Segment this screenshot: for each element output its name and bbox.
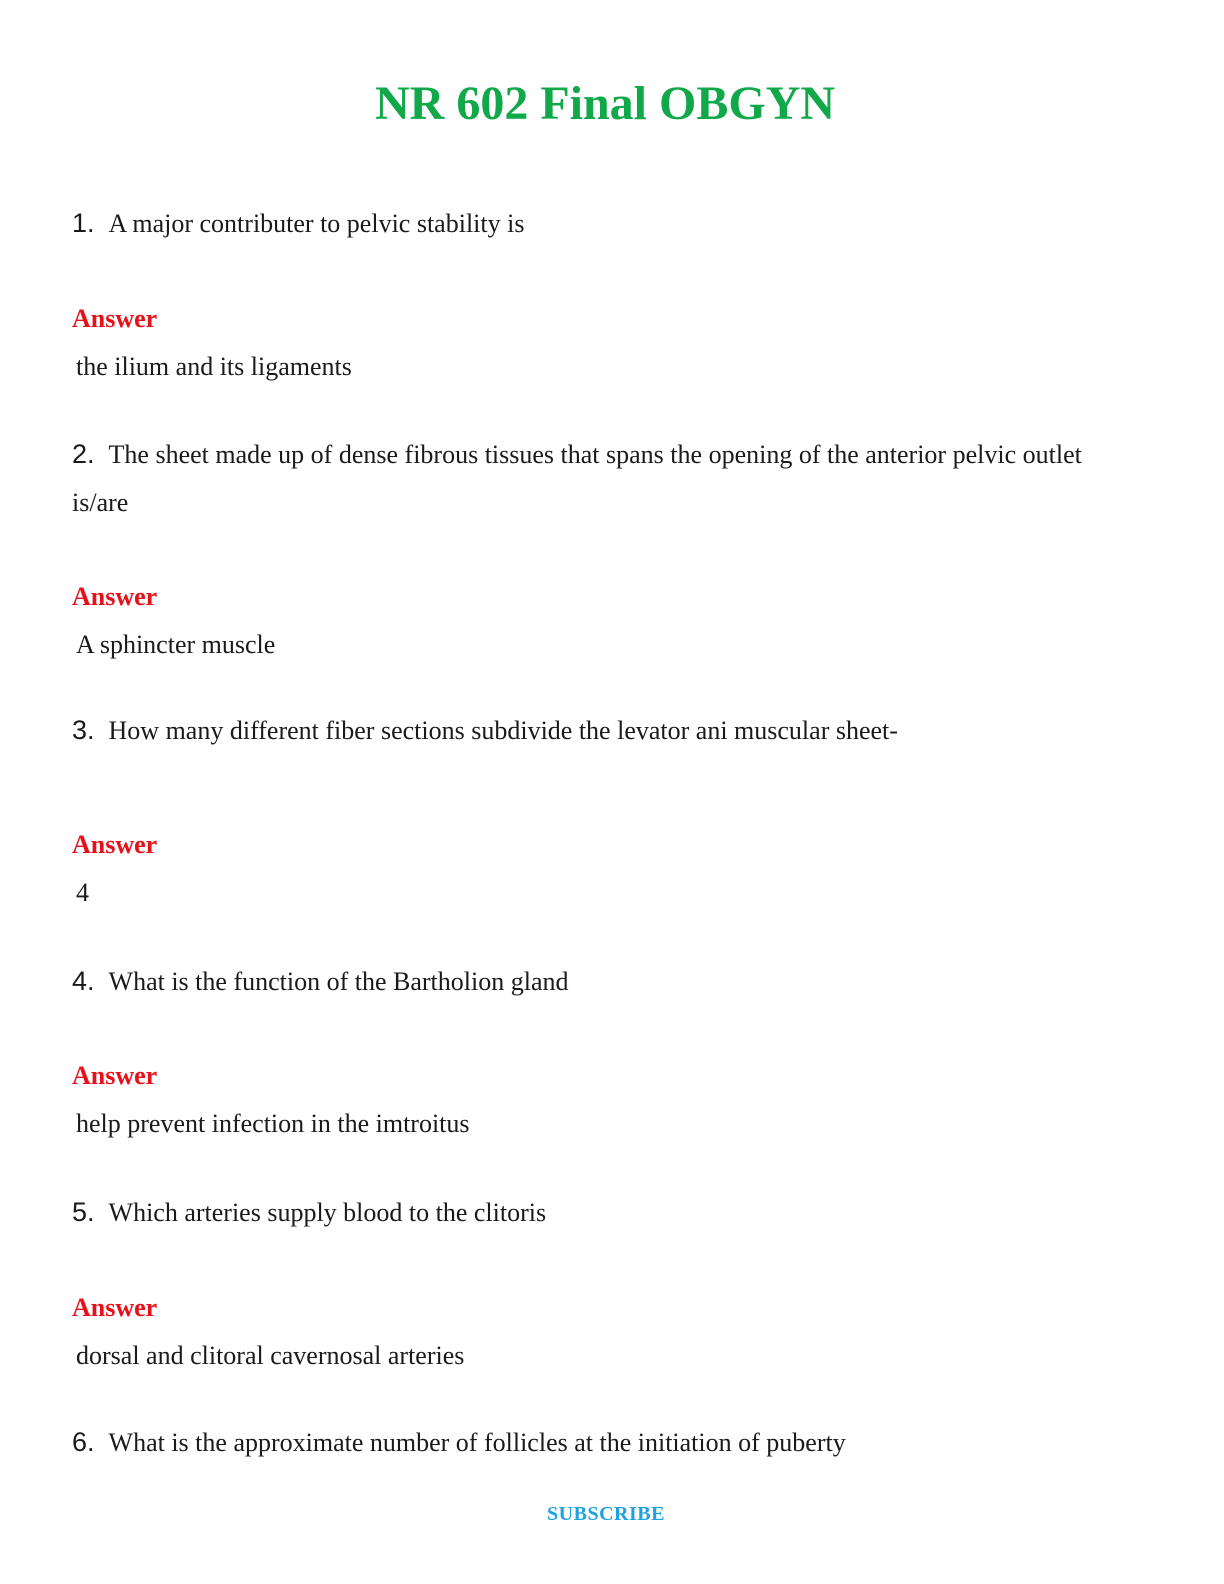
question-1 <box>72 199 1112 248</box>
question-6 <box>72 1418 1112 1467</box>
question-5 <box>72 1188 1112 1237</box>
answer-text: A sphincter muscle <box>76 630 276 659</box>
answer-label: Answer <box>72 304 158 333</box>
question-prompt: How many different fiber sections subdivide the levator ani muscular sheet- <box>108 716 898 745</box>
subscribe-link[interactable]: SUBSCRIBE <box>547 1503 665 1525</box>
question-4 <box>72 957 1112 1006</box>
question-number: 6. <box>72 1427 95 1457</box>
question-prompt: What is the approximate number of follicles at the initiation of puberty <box>108 1428 846 1457</box>
question-prompt: The sheet made up of dense fibrous tissues that spans the opening of the anterior pelvic outlet is/are <box>72 440 1082 517</box>
question-prompt: What is the function of the Bartholion gland <box>108 967 569 996</box>
answer-text: the ilium and its ligaments <box>76 352 352 381</box>
answer-3 <box>72 828 1112 910</box>
question-prompt: Which arteries supply blood to the clitoris <box>108 1198 547 1227</box>
question-number: 4. <box>72 966 95 996</box>
answer-label: Answer <box>72 1061 158 1090</box>
question-2 <box>72 430 1112 527</box>
question-3 <box>72 706 1112 755</box>
question-text <box>72 1418 1112 1467</box>
answer-label: Answer <box>72 582 158 611</box>
answer-text: 4 <box>76 878 89 907</box>
question-number: 3. <box>72 715 95 745</box>
answer-text: dorsal and clitoral cavernosal arteries <box>76 1341 465 1370</box>
question-text <box>72 706 1112 755</box>
answer-label: Answer <box>72 1293 158 1322</box>
answer-text: help prevent infection in the imtroitus <box>76 1109 470 1138</box>
question-prompt: A major contributer to pelvic stability is <box>108 209 525 238</box>
question-number: 1. <box>72 208 95 238</box>
answer-label: Answer <box>72 830 158 859</box>
answer-2 <box>72 580 1112 662</box>
answer-1 <box>72 302 1112 384</box>
question-text <box>72 430 1112 527</box>
question-number: 5. <box>72 1197 95 1227</box>
question-text <box>72 1188 1112 1237</box>
answer-5 <box>72 1291 1112 1373</box>
document-title: NR 602 Final OBGYN <box>374 77 836 130</box>
question-text <box>72 199 1112 248</box>
answer-4 <box>72 1059 1112 1141</box>
question-text <box>72 957 1112 1006</box>
question-number: 2. <box>72 439 95 469</box>
